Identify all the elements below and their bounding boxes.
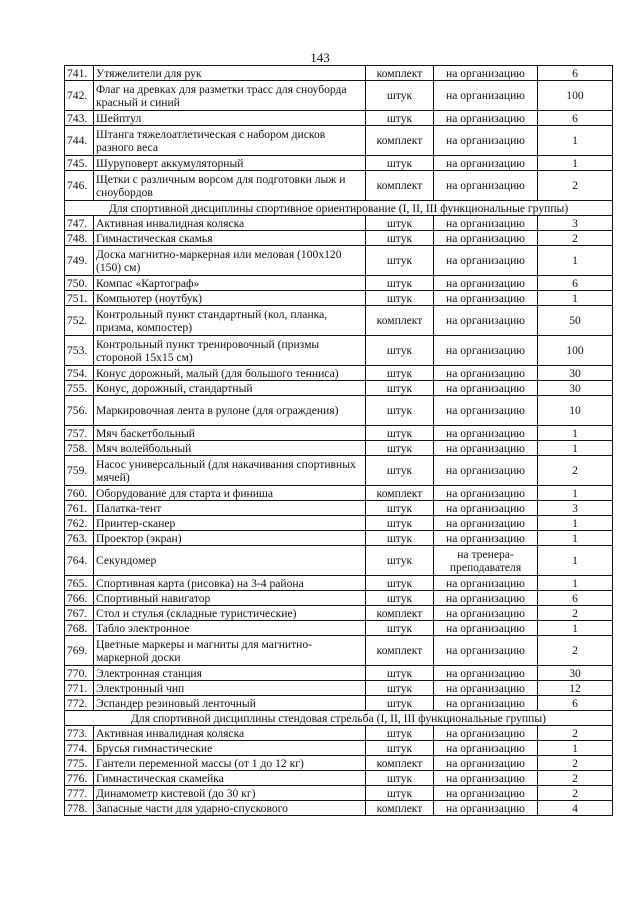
quantity: 1 bbox=[538, 546, 613, 576]
item-name: Мяч баскетбольный bbox=[94, 426, 366, 441]
item-name: Щетки с различным ворсом для подготовки лыж и сноубордов bbox=[94, 171, 366, 201]
quantity: 6 bbox=[538, 696, 613, 711]
item-name: Штанга тяжелоатлетическая с набором дисков разного веса bbox=[94, 126, 366, 156]
table-row bbox=[65, 531, 613, 546]
allocation-basis: на организацию bbox=[434, 621, 538, 636]
unit-of-measure: штук bbox=[366, 681, 434, 696]
row-number: 743. bbox=[65, 111, 94, 126]
row-number: 764. bbox=[65, 546, 94, 576]
page-number: 143 bbox=[310, 50, 330, 65]
item-name: Секундомер bbox=[94, 546, 366, 576]
item-name: Табло электронное bbox=[94, 621, 366, 636]
table-row bbox=[65, 381, 613, 396]
table-row bbox=[65, 696, 613, 711]
item-name: Компьютер (ноутбук) bbox=[94, 291, 366, 306]
allocation-basis: на организацию bbox=[434, 531, 538, 546]
quantity: 6 bbox=[538, 111, 613, 126]
row-number: 775. bbox=[65, 756, 94, 771]
unit-of-measure: комплект bbox=[366, 636, 434, 666]
quantity: 10 bbox=[538, 396, 613, 426]
row-number: 773. bbox=[65, 726, 94, 741]
quantity: 4 bbox=[538, 801, 613, 816]
table-row bbox=[65, 126, 613, 156]
allocation-basis: на организацию bbox=[434, 591, 538, 606]
quantity: 12 bbox=[538, 681, 613, 696]
unit-of-measure: штук bbox=[366, 426, 434, 441]
table-row bbox=[65, 66, 613, 81]
table-row bbox=[65, 801, 613, 816]
unit-of-measure: штук bbox=[366, 291, 434, 306]
quantity: 1 bbox=[538, 621, 613, 636]
row-number: 752. bbox=[65, 306, 94, 336]
quantity: 6 bbox=[538, 66, 613, 81]
allocation-basis: на организацию bbox=[434, 126, 538, 156]
section-title: Для спортивной дисциплины стендовая стрельба (I, II, III функциональные группы) bbox=[65, 711, 613, 726]
item-name: Конус дорожный, малый (для большого тенниса) bbox=[94, 366, 366, 381]
item-name: Шуруповерт аккумуляторный bbox=[94, 156, 366, 171]
row-number: 761. bbox=[65, 501, 94, 516]
unit-of-measure: штук bbox=[366, 456, 434, 486]
unit-of-measure: комплект bbox=[366, 486, 434, 501]
item-name: Компас «Картограф» bbox=[94, 276, 366, 291]
allocation-basis: на организацию bbox=[434, 786, 538, 801]
allocation-basis: на организацию bbox=[434, 756, 538, 771]
quantity: 30 bbox=[538, 666, 613, 681]
table-row bbox=[65, 726, 613, 741]
quantity: 2 bbox=[538, 171, 613, 201]
quantity: 1 bbox=[538, 741, 613, 756]
item-name: Флаг на древках для разметки трасс для сноуборда красный и синий bbox=[94, 81, 366, 111]
item-name: Электронный чип bbox=[94, 681, 366, 696]
quantity: 100 bbox=[538, 81, 613, 111]
table-row bbox=[65, 396, 613, 426]
quantity: 1 bbox=[538, 291, 613, 306]
quantity: 2 bbox=[538, 726, 613, 741]
table-row bbox=[65, 336, 613, 366]
allocation-basis: на организацию bbox=[434, 111, 538, 126]
allocation-basis: на организацию bbox=[434, 381, 538, 396]
item-name: Конус, дорожный, стандартный bbox=[94, 381, 366, 396]
item-name: Оборудование для старта и финиша bbox=[94, 486, 366, 501]
unit-of-measure: штук bbox=[366, 366, 434, 381]
unit-of-measure: штук bbox=[366, 666, 434, 681]
item-name: Стол и стулья (складные туристические) bbox=[94, 606, 366, 621]
row-number: 750. bbox=[65, 276, 94, 291]
allocation-basis: на организацию bbox=[434, 246, 538, 276]
quantity: 2 bbox=[538, 456, 613, 486]
row-number: 746. bbox=[65, 171, 94, 201]
row-number: 759. bbox=[65, 456, 94, 486]
quantity: 100 bbox=[538, 336, 613, 366]
unit-of-measure: штук bbox=[366, 546, 434, 576]
unit-of-measure: штук bbox=[366, 591, 434, 606]
item-name: Утяжелители для рук bbox=[94, 66, 366, 81]
quantity: 1 bbox=[538, 486, 613, 501]
allocation-basis: на организацию bbox=[434, 291, 538, 306]
item-name: Динамометр кистевой (до 30 кг) bbox=[94, 786, 366, 801]
allocation-basis: на организацию bbox=[434, 486, 538, 501]
section-header-row bbox=[65, 201, 613, 216]
quantity: 1 bbox=[538, 531, 613, 546]
table-row bbox=[65, 216, 613, 231]
unit-of-measure: штук bbox=[366, 216, 434, 231]
table-row bbox=[65, 786, 613, 801]
quantity: 2 bbox=[538, 756, 613, 771]
item-name: Проектор (экран) bbox=[94, 531, 366, 546]
item-name: Брусья гимнастические bbox=[94, 741, 366, 756]
quantity: 1 bbox=[538, 516, 613, 531]
row-number: 757. bbox=[65, 426, 94, 441]
unit-of-measure: штук bbox=[366, 81, 434, 111]
table-row bbox=[65, 576, 613, 591]
quantity: 1 bbox=[538, 126, 613, 156]
table-row bbox=[65, 606, 613, 621]
table-row bbox=[65, 171, 613, 201]
table-row bbox=[65, 81, 613, 111]
allocation-basis: на организацию bbox=[434, 726, 538, 741]
row-number: 771. bbox=[65, 681, 94, 696]
allocation-basis: на организацию bbox=[434, 426, 538, 441]
allocation-basis: на организацию bbox=[434, 576, 538, 591]
table-row bbox=[65, 231, 613, 246]
allocation-basis: на организацию bbox=[434, 741, 538, 756]
quantity: 2 bbox=[538, 606, 613, 621]
table-row bbox=[65, 756, 613, 771]
unit-of-measure: штук bbox=[366, 576, 434, 591]
unit-of-measure: комплект bbox=[366, 66, 434, 81]
allocation-basis: на организацию bbox=[434, 156, 538, 171]
row-number: 755. bbox=[65, 381, 94, 396]
quantity: 2 bbox=[538, 636, 613, 666]
row-number: 744. bbox=[65, 126, 94, 156]
item-name: Гимнастическая скамейка bbox=[94, 771, 366, 786]
row-number: 777. bbox=[65, 786, 94, 801]
allocation-basis: на организацию bbox=[434, 336, 538, 366]
unit-of-measure: штук bbox=[366, 501, 434, 516]
quantity: 6 bbox=[538, 591, 613, 606]
allocation-basis: на организацию bbox=[434, 681, 538, 696]
unit-of-measure: комплект bbox=[366, 801, 434, 816]
allocation-basis: на организацию bbox=[434, 171, 538, 201]
unit-of-measure: комплект bbox=[366, 306, 434, 336]
row-number: 749. bbox=[65, 246, 94, 276]
item-name: Цветные маркеры и магниты для магнитно-маркерной доски bbox=[94, 636, 366, 666]
allocation-basis: на организацию bbox=[434, 456, 538, 486]
quantity: 1 bbox=[538, 246, 613, 276]
quantity: 2 bbox=[538, 786, 613, 801]
row-number: 747. bbox=[65, 216, 94, 231]
table-row bbox=[65, 441, 613, 456]
unit-of-measure: комплект bbox=[366, 126, 434, 156]
section-title: Для спортивной дисциплины спортивное ориентирование (I, II, III функциональные группы) bbox=[65, 201, 613, 216]
allocation-basis: на организацию bbox=[434, 636, 538, 666]
item-name: Палатка-тент bbox=[94, 501, 366, 516]
table-row bbox=[65, 156, 613, 171]
unit-of-measure: штук bbox=[366, 276, 434, 291]
allocation-basis: на организацию bbox=[434, 306, 538, 336]
quantity: 6 bbox=[538, 276, 613, 291]
unit-of-measure: комплект bbox=[366, 606, 434, 621]
row-number: 763. bbox=[65, 531, 94, 546]
table-row bbox=[65, 486, 613, 501]
unit-of-measure: штук bbox=[366, 111, 434, 126]
equipment-table-body bbox=[65, 66, 613, 816]
item-name: Активная инвалидная коляска bbox=[94, 216, 366, 231]
row-number: 766. bbox=[65, 591, 94, 606]
allocation-basis: на организацию bbox=[434, 516, 538, 531]
allocation-basis: на организацию bbox=[434, 501, 538, 516]
item-name: Спортивный навигатор bbox=[94, 591, 366, 606]
row-number: 762. bbox=[65, 516, 94, 531]
table-row bbox=[65, 501, 613, 516]
quantity: 2 bbox=[538, 771, 613, 786]
unit-of-measure: штук bbox=[366, 381, 434, 396]
table-row bbox=[65, 516, 613, 531]
table-row bbox=[65, 681, 613, 696]
equipment-table bbox=[64, 65, 613, 816]
allocation-basis: на организацию bbox=[434, 366, 538, 381]
unit-of-measure: штук bbox=[366, 786, 434, 801]
row-number: 751. bbox=[65, 291, 94, 306]
row-number: 745. bbox=[65, 156, 94, 171]
table-row bbox=[65, 456, 613, 486]
item-name: Контрольный пункт стандартный (кол, планка, призма, компостер) bbox=[94, 306, 366, 336]
table-row bbox=[65, 276, 613, 291]
row-number: 753. bbox=[65, 336, 94, 366]
table-row bbox=[65, 546, 613, 576]
row-number: 748. bbox=[65, 231, 94, 246]
item-name: Гантели переменной массы (от 1 до 12 кг) bbox=[94, 756, 366, 771]
table-row bbox=[65, 636, 613, 666]
table-row bbox=[65, 291, 613, 306]
row-number: 774. bbox=[65, 741, 94, 756]
quantity: 50 bbox=[538, 306, 613, 336]
table-row bbox=[65, 741, 613, 756]
item-name: Активная инвалидная коляска bbox=[94, 726, 366, 741]
row-number: 776. bbox=[65, 771, 94, 786]
item-name: Контрольный пункт тренировочный (призмы стороной 15x15 см) bbox=[94, 336, 366, 366]
allocation-basis: на организацию bbox=[434, 606, 538, 621]
item-name: Насос универсальный (для накачивания спортивных мячей) bbox=[94, 456, 366, 486]
allocation-basis: на тренера-преподавателя bbox=[434, 546, 538, 576]
quantity: 1 bbox=[538, 576, 613, 591]
allocation-basis: на организацию bbox=[434, 81, 538, 111]
section-header-row bbox=[65, 711, 613, 726]
allocation-basis: на организацию bbox=[434, 396, 538, 426]
quantity: 30 bbox=[538, 381, 613, 396]
quantity: 3 bbox=[538, 501, 613, 516]
unit-of-measure: комплект bbox=[366, 756, 434, 771]
unit-of-measure: штук bbox=[366, 231, 434, 246]
row-number: 741. bbox=[65, 66, 94, 81]
allocation-basis: на организацию bbox=[434, 66, 538, 81]
unit-of-measure: штук bbox=[366, 516, 434, 531]
item-name: Доска магнитно-маркерная или меловая (100x120 (150) см) bbox=[94, 246, 366, 276]
item-name: Гимнастическая скамья bbox=[94, 231, 366, 246]
unit-of-measure: штук bbox=[366, 531, 434, 546]
row-number: 742. bbox=[65, 81, 94, 111]
quantity: 30 bbox=[538, 366, 613, 381]
item-name: Маркировочная лента в рулоне (для ограждения) bbox=[94, 396, 366, 426]
item-name: Шейптул bbox=[94, 111, 366, 126]
table-row bbox=[65, 771, 613, 786]
item-name: Спортивная карта (рисовка) на 3-4 района bbox=[94, 576, 366, 591]
allocation-basis: на организацию bbox=[434, 441, 538, 456]
table-row bbox=[65, 306, 613, 336]
allocation-basis: на организацию bbox=[434, 231, 538, 246]
item-name: Эспандер резиновый ленточный bbox=[94, 696, 366, 711]
row-number: 778. bbox=[65, 801, 94, 816]
table-row bbox=[65, 366, 613, 381]
quantity: 3 bbox=[538, 216, 613, 231]
table-row bbox=[65, 621, 613, 636]
allocation-basis: на организацию bbox=[434, 801, 538, 816]
item-name: Мяч волейбольный bbox=[94, 441, 366, 456]
quantity: 1 bbox=[538, 156, 613, 171]
unit-of-measure: комплект bbox=[366, 171, 434, 201]
unit-of-measure: штук bbox=[366, 696, 434, 711]
item-name: Принтер-сканер bbox=[94, 516, 366, 531]
table-row bbox=[65, 591, 613, 606]
allocation-basis: на организацию bbox=[434, 216, 538, 231]
row-number: 765. bbox=[65, 576, 94, 591]
allocation-basis: на организацию bbox=[434, 696, 538, 711]
row-number: 756. bbox=[65, 396, 94, 426]
table-row bbox=[65, 111, 613, 126]
row-number: 760. bbox=[65, 486, 94, 501]
allocation-basis: на организацию bbox=[434, 276, 538, 291]
table-row bbox=[65, 666, 613, 681]
quantity: 1 bbox=[538, 426, 613, 441]
row-number: 772. bbox=[65, 696, 94, 711]
table-row bbox=[65, 426, 613, 441]
unit-of-measure: штук bbox=[366, 726, 434, 741]
allocation-basis: на организацию bbox=[434, 771, 538, 786]
item-name: Электронная станция bbox=[94, 666, 366, 681]
row-number: 758. bbox=[65, 441, 94, 456]
row-number: 768. bbox=[65, 621, 94, 636]
unit-of-measure: штук bbox=[366, 441, 434, 456]
unit-of-measure: штук bbox=[366, 771, 434, 786]
unit-of-measure: штук bbox=[366, 246, 434, 276]
row-number: 754. bbox=[65, 366, 94, 381]
row-number: 767. bbox=[65, 606, 94, 621]
unit-of-measure: штук bbox=[366, 621, 434, 636]
row-number: 769. bbox=[65, 636, 94, 666]
table-row bbox=[65, 246, 613, 276]
unit-of-measure: штук bbox=[366, 156, 434, 171]
unit-of-measure: штук bbox=[366, 396, 434, 426]
quantity: 2 bbox=[538, 231, 613, 246]
allocation-basis: на организацию bbox=[434, 666, 538, 681]
unit-of-measure: штук bbox=[366, 336, 434, 366]
quantity: 1 bbox=[538, 441, 613, 456]
unit-of-measure: штук bbox=[366, 741, 434, 756]
item-name: Запасные части для ударно-спускового bbox=[94, 801, 366, 816]
row-number: 770. bbox=[65, 666, 94, 681]
